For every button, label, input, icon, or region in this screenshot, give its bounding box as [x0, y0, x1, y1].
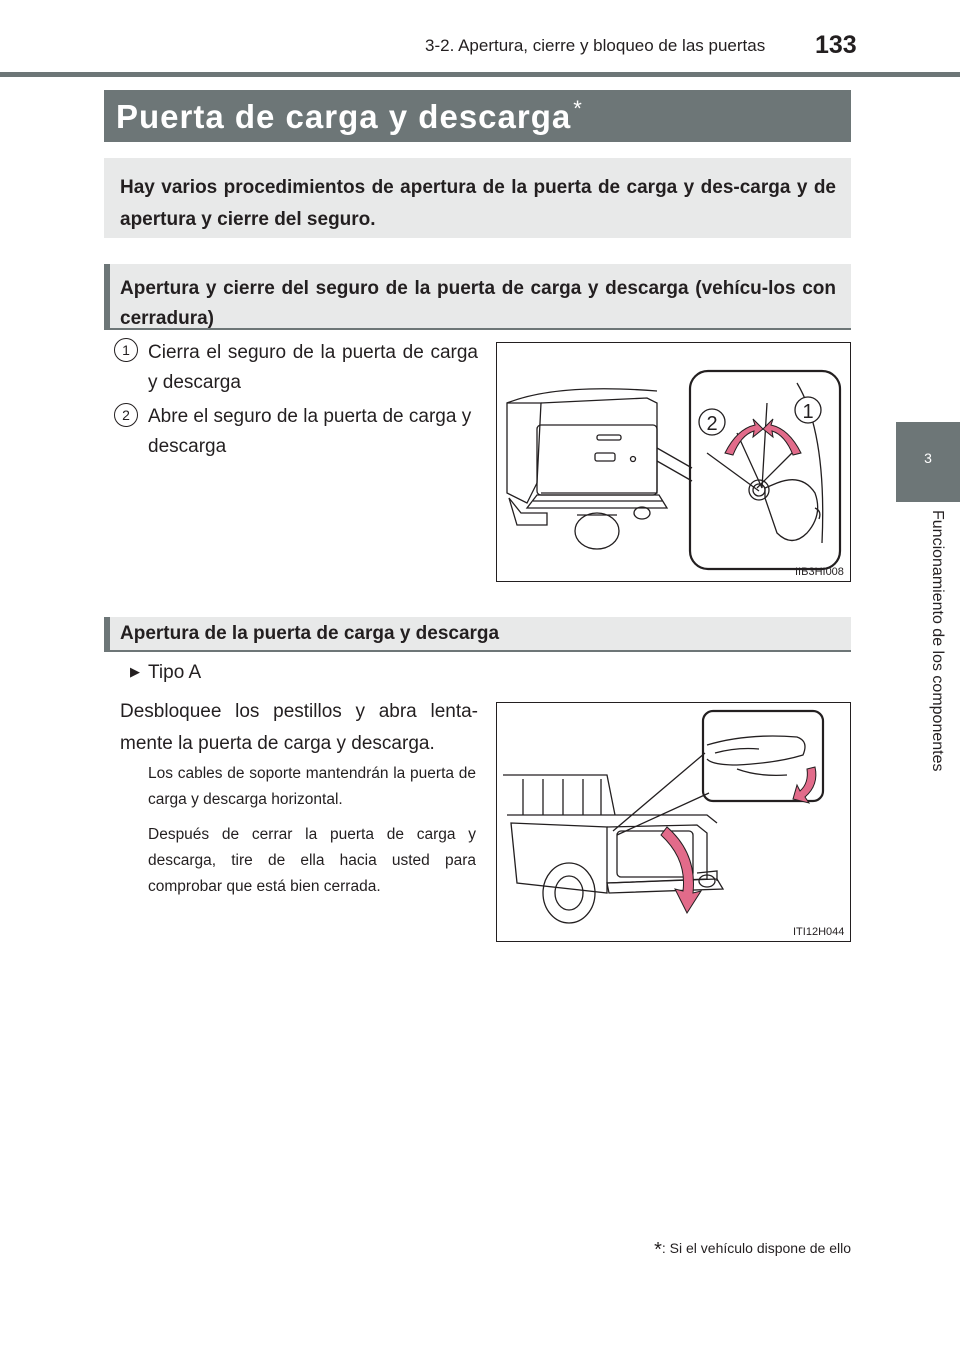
section2-note-2: Después de cerrar la puerta de carga y descarga, tire de ella hacia usted para comprobar que está bien cerrada. — [148, 826, 476, 895]
latch-pull-arrow — [793, 767, 816, 803]
callout-1: 1 — [802, 401, 814, 423]
figure2-code: ITI12H044 — [793, 926, 845, 938]
step-number-2: 2 — [114, 403, 138, 427]
footnote-text: : Si el vehículo dispone de ello — [661, 1240, 851, 1256]
chapter-tab-label: Funcionamiento de los componentes — [929, 510, 946, 772]
page-number: 133 — [815, 31, 857, 59]
header-rule — [0, 72, 960, 77]
section2-heading: Apertura de la puerta de carga y descarga — [120, 623, 500, 644]
step-text-2: Abre el seguro de la puerta de carga y descarga — [148, 406, 472, 457]
footnote-asterisk: * — [654, 1239, 662, 1261]
tailgate-lock-figure — [496, 342, 851, 582]
chapter-tab-number: 3 — [924, 450, 932, 466]
tailgate-open-illustration — [497, 703, 850, 941]
section2-note-1: Los cables de soporte mantendrán la puerta de carga y descarga horizontal. — [148, 765, 476, 808]
figure1-code: IIB3HI008 — [795, 566, 844, 578]
tailgate-open-figure — [496, 702, 851, 942]
step-number-1: 1 — [114, 338, 138, 362]
bullet-type-a — [130, 662, 201, 684]
running-header: 3-2. Apertura, cierre y bloqueo de las puertas — [425, 36, 766, 55]
triangle-bullet-icon: ▶ — [130, 664, 140, 679]
tailgate-open-arrow — [661, 827, 701, 913]
bullet-type-a-text: Tipo A — [148, 662, 202, 683]
rotate-right-arrow — [763, 419, 801, 455]
tailgate-lock-illustration — [497, 343, 850, 581]
intro-text: Hay varios procedimientos de apertura de la puerta de carga y des-carga y de apertura y cierre del seguro. — [120, 177, 836, 230]
title-asterisk: * — [573, 96, 583, 121]
section2-heading-rule — [104, 650, 851, 652]
page-title — [116, 98, 583, 136]
section2-instruction: Desbloquee los pestillos y abra lenta-mente la puerta de carga y descarga. — [120, 701, 478, 754]
page-title-text: Puerta de carga y descarga — [116, 98, 572, 135]
footnote — [620, 1236, 851, 1259]
step-text-1: Cierra el seguro de la puerta de carga y descarga — [148, 342, 478, 393]
callout-2: 2 — [706, 413, 718, 435]
section1-heading: Apertura y cierre del seguro de la puerta de carga y descarga (vehícu-los con cerradura) — [120, 278, 836, 329]
